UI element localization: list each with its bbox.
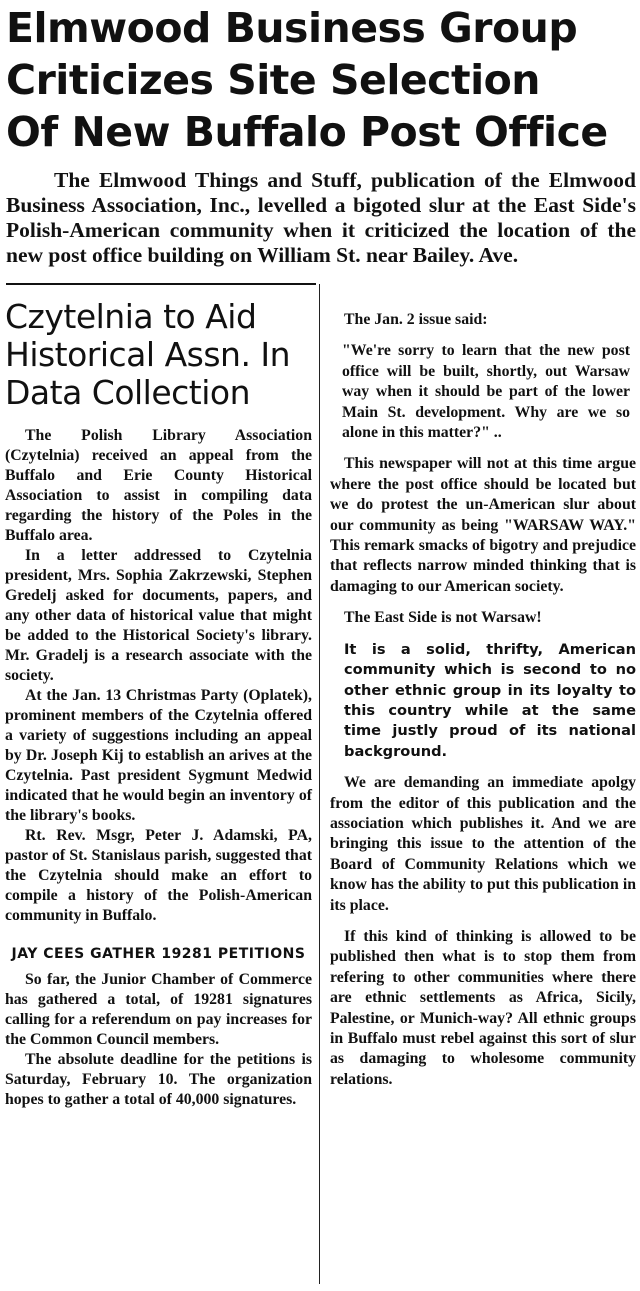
issue-intro: The Jan. 2 issue said: xyxy=(344,311,488,328)
headline xyxy=(6,2,634,158)
jaycees-paragraph-2: The absolute deadline for the petitions is Saturday, February 10. The organization hopes to gather a total of 40,000 signatures. xyxy=(5,1051,312,1108)
jaycees-paragraph-1: So far, the Junior Chamber of Commerce has gathered a total, of 19281 signatures calling for a referendum on pay increases for the Common Council members. xyxy=(5,971,312,1048)
issue-quote: "We're sorry to learn that the new post office will be built, shortly, out Warsaw way when it should be part of the lower Main St. development. Why are we so alone in this matter?" .. xyxy=(342,342,630,442)
apology-demand-paragraph: We are demanding an immediate apolgy from the editor of this publication and the association which publishes it. And we are bringing this issue to the attention of the Board of Community Relations which we know has the ability to put this publication in its place. xyxy=(330,774,636,914)
czytelnia-headline: Czytelnia to Aid Historical Assn. In Data Collection xyxy=(5,297,291,412)
czytelnia-paragraph-3: At the Jan. 13 Christmas Party (Oplatek), prominent members of the Czytelnia offered a variety of suggestions including an appeal by Dr. Joseph Kij to establish an arives at the Czytelnia. Past president Sygmunt Medwid indicated that he would begin an inventory of the library's books. xyxy=(5,687,312,824)
czytelnia-paragraph-4: Rt. Rev. Msgr, Peter J. Adamski, PA, pastor of St. Stanislaus parish, suggested that the Czytelnia should make an effort to compile a history of the Polish-American community in Buffalo. xyxy=(5,827,312,924)
jaycees-headline: JAY CEES GATHER 19281 PETITIONS xyxy=(11,946,306,962)
community-paragraph: It is a solid, thrifty, American community which is second to no other ethnic group in its loyalty to this country while at the same time justly proud of its national background. xyxy=(344,640,636,760)
protest-paragraph: This newspaper will not at this time argue where the post office should be located but we do protest the un-American slur about our community as being "WARSAW WAY." This remark smacks of bigotry and prejudice that reflects narrow minded thinking that is damaging to our American society. xyxy=(330,455,636,595)
headline-line-2: Criticizes Site Selection xyxy=(6,56,540,104)
czytelnia-paragraph-2: In a letter addressed to Czytelnia president, Mrs. Sophia Zakrzewski, Stephen Gredelj asked for documents, papers, and any other data of historical value that might be added to the Historical Society's library. Mr. Gradelj is a research associate with the society. xyxy=(5,547,312,684)
right-column xyxy=(330,310,636,1101)
east-side-statement: The East Side is not Warsaw! xyxy=(344,609,542,627)
headline-line-1: Elmwood Business Group xyxy=(6,4,578,52)
left-column xyxy=(5,298,312,1110)
closing-paragraph: If this kind of thinking is allowed to be published then what is to stop them from refering to other communities where there are ethnic settlements as Africa, Sicily, Palestine, or Munich-way? All ethnic groups in Buffalo must rebel against this sort of slur as damaging to wholesome community relations. xyxy=(330,927,636,1088)
lead-paragraph: The Elmwood Things and Stuff, publication of the Elmwood Business Association, Inc., levelled a bigoted slur at the East Side's Polish-American community when it criticized the location of the new post office building on William St. near Bailey. Ave. xyxy=(6,168,636,267)
headline-line-3: Of New Buffalo Post Office xyxy=(6,108,608,156)
czytelnia-paragraph-1: The Polish Library Association (Czytelnia) received an appeal from the Buffalo and Erie County Historical Association to assist in compiling data regarding the history of the Poles in the Buffalo area. xyxy=(5,427,312,544)
section-rule xyxy=(6,283,316,285)
column-divider xyxy=(319,284,320,1284)
